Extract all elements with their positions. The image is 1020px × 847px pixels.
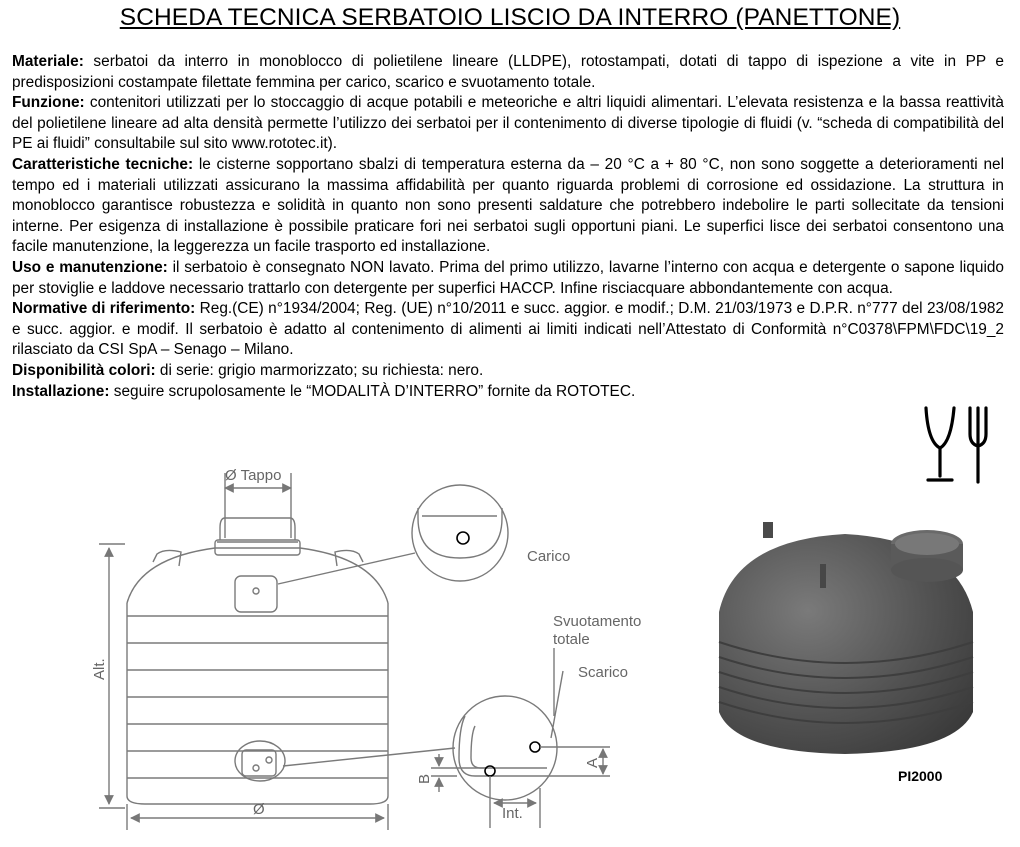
inlet-label: Carico xyxy=(527,548,571,565)
diameter-label: Ø xyxy=(253,801,265,818)
section-text: contenitori utilizzati per lo stoccaggio di acque potabili e meteoriche e altri liquidi alimentari. L’elevata resistenza e la bassa reattività del polietilene lineare ad alta densità permette l’utilizzo dei serbatoi per il contenimento di diverse tipologie di fluidi (v. “scheda di compatibilità del PE ai fluidi” consultabile sul sito www.rototec.it). xyxy=(12,94,1004,153)
page-title: SCHEDA TECNICA SERBATOIO LISCIO DA INTERRO (PANETTONE) xyxy=(119,4,901,31)
section-text: il serbatoio è consegnato NON lavato. Prima del primo utilizzo, lavarne l’interno con acqua e detergente o sapone liquido per stoviglie e laddove necessario trattarlo con detergente per superfici HACCP. Infine risciacquare abbondantemente con acqua. xyxy=(12,258,1004,297)
section-label: Funzione: xyxy=(12,94,85,112)
glass-fork-icon xyxy=(918,404,1000,486)
section-label: Normative di riferimento: xyxy=(12,300,196,318)
section-text: seguire scrupolosamente le “MODALITÀ D’INTERRO” fornite da ROTOTEC. xyxy=(109,382,636,400)
outlet-label: Scarico xyxy=(578,664,629,681)
product-code: PI2000 xyxy=(898,768,943,784)
section-text: Reg.(CE) n°1934/2004; Reg. (UE) n°10/2011 e succ. aggior. e modif.; D.M. 21/03/1973 e D.P.R. n°777 del 23/08/1982 e succ. aggior. e modif. Il serbatoio è adatto al contenimento di alimenti ai limiti indicati nell’Attestato di Conformità n°C0378\FPM\FDC\19_2 rilasciato da CSI SpA – Senago – Milano. xyxy=(12,300,1004,359)
cap-label: Ø Tappo xyxy=(225,467,282,484)
dim-b-label: B xyxy=(416,773,433,784)
section-text: serbatoi da interro in monoblocco di polietilene lineare (LLDPE), rotostampati, dotati di tappo di ispezione a vite in PP e predisposizioni costampate filettate femmina per carico, scarico e svuotamento totale. xyxy=(12,53,1004,91)
tank-photo xyxy=(705,512,985,762)
section-normative xyxy=(12,299,1004,361)
technical-drawing xyxy=(85,458,642,843)
drain-label-line1: Svuotamento xyxy=(553,613,642,630)
section-text: le cisterne sopportano sbalzi di temperatura esterna da – 20 °C a + 80 °C, non sono soggette a deterioramenti nel tempo ed i materiali utilizzati assicurano la massima affidabilità per quanto riguarda problemi di corrosione ed ossidazione. La struttura in monoblocco garantisce robustezza e solidità in quanto non sono presenti saldature che potrebbero indebolire le parti sollecitate da tensioni interne. Per esigenza di installazione è possibile praticare fori nei serbatoi sugli opportuni piani. Le superfici lisce dei serbatoi consentono una facile manutenzione, la leggerezza un facile trasporto ed installazione. xyxy=(12,155,1004,256)
section-uso xyxy=(12,258,1004,299)
section-label: Materiale: xyxy=(12,53,84,70)
section-label: Caratteristiche tecniche: xyxy=(12,155,194,173)
section-funzione xyxy=(12,93,1004,155)
drain-label-line2: totale xyxy=(553,631,590,648)
section-colori xyxy=(12,361,1004,382)
section-label: Uso e manutenzione: xyxy=(12,258,168,276)
description-body xyxy=(12,52,1004,402)
section-label: Disponibilità colori: xyxy=(12,361,156,379)
section-materiale xyxy=(12,52,1004,93)
dim-a-label: A xyxy=(584,757,601,768)
section-caratteristiche xyxy=(12,155,1004,258)
section-text: di serie: grigio marmorizzato; su richiesta: nero. xyxy=(155,361,484,379)
dim-int-label: Int. xyxy=(502,805,523,822)
section-label: Installazione: xyxy=(12,382,110,400)
height-label: Alt. xyxy=(91,658,108,680)
section-installazione xyxy=(12,382,1004,403)
